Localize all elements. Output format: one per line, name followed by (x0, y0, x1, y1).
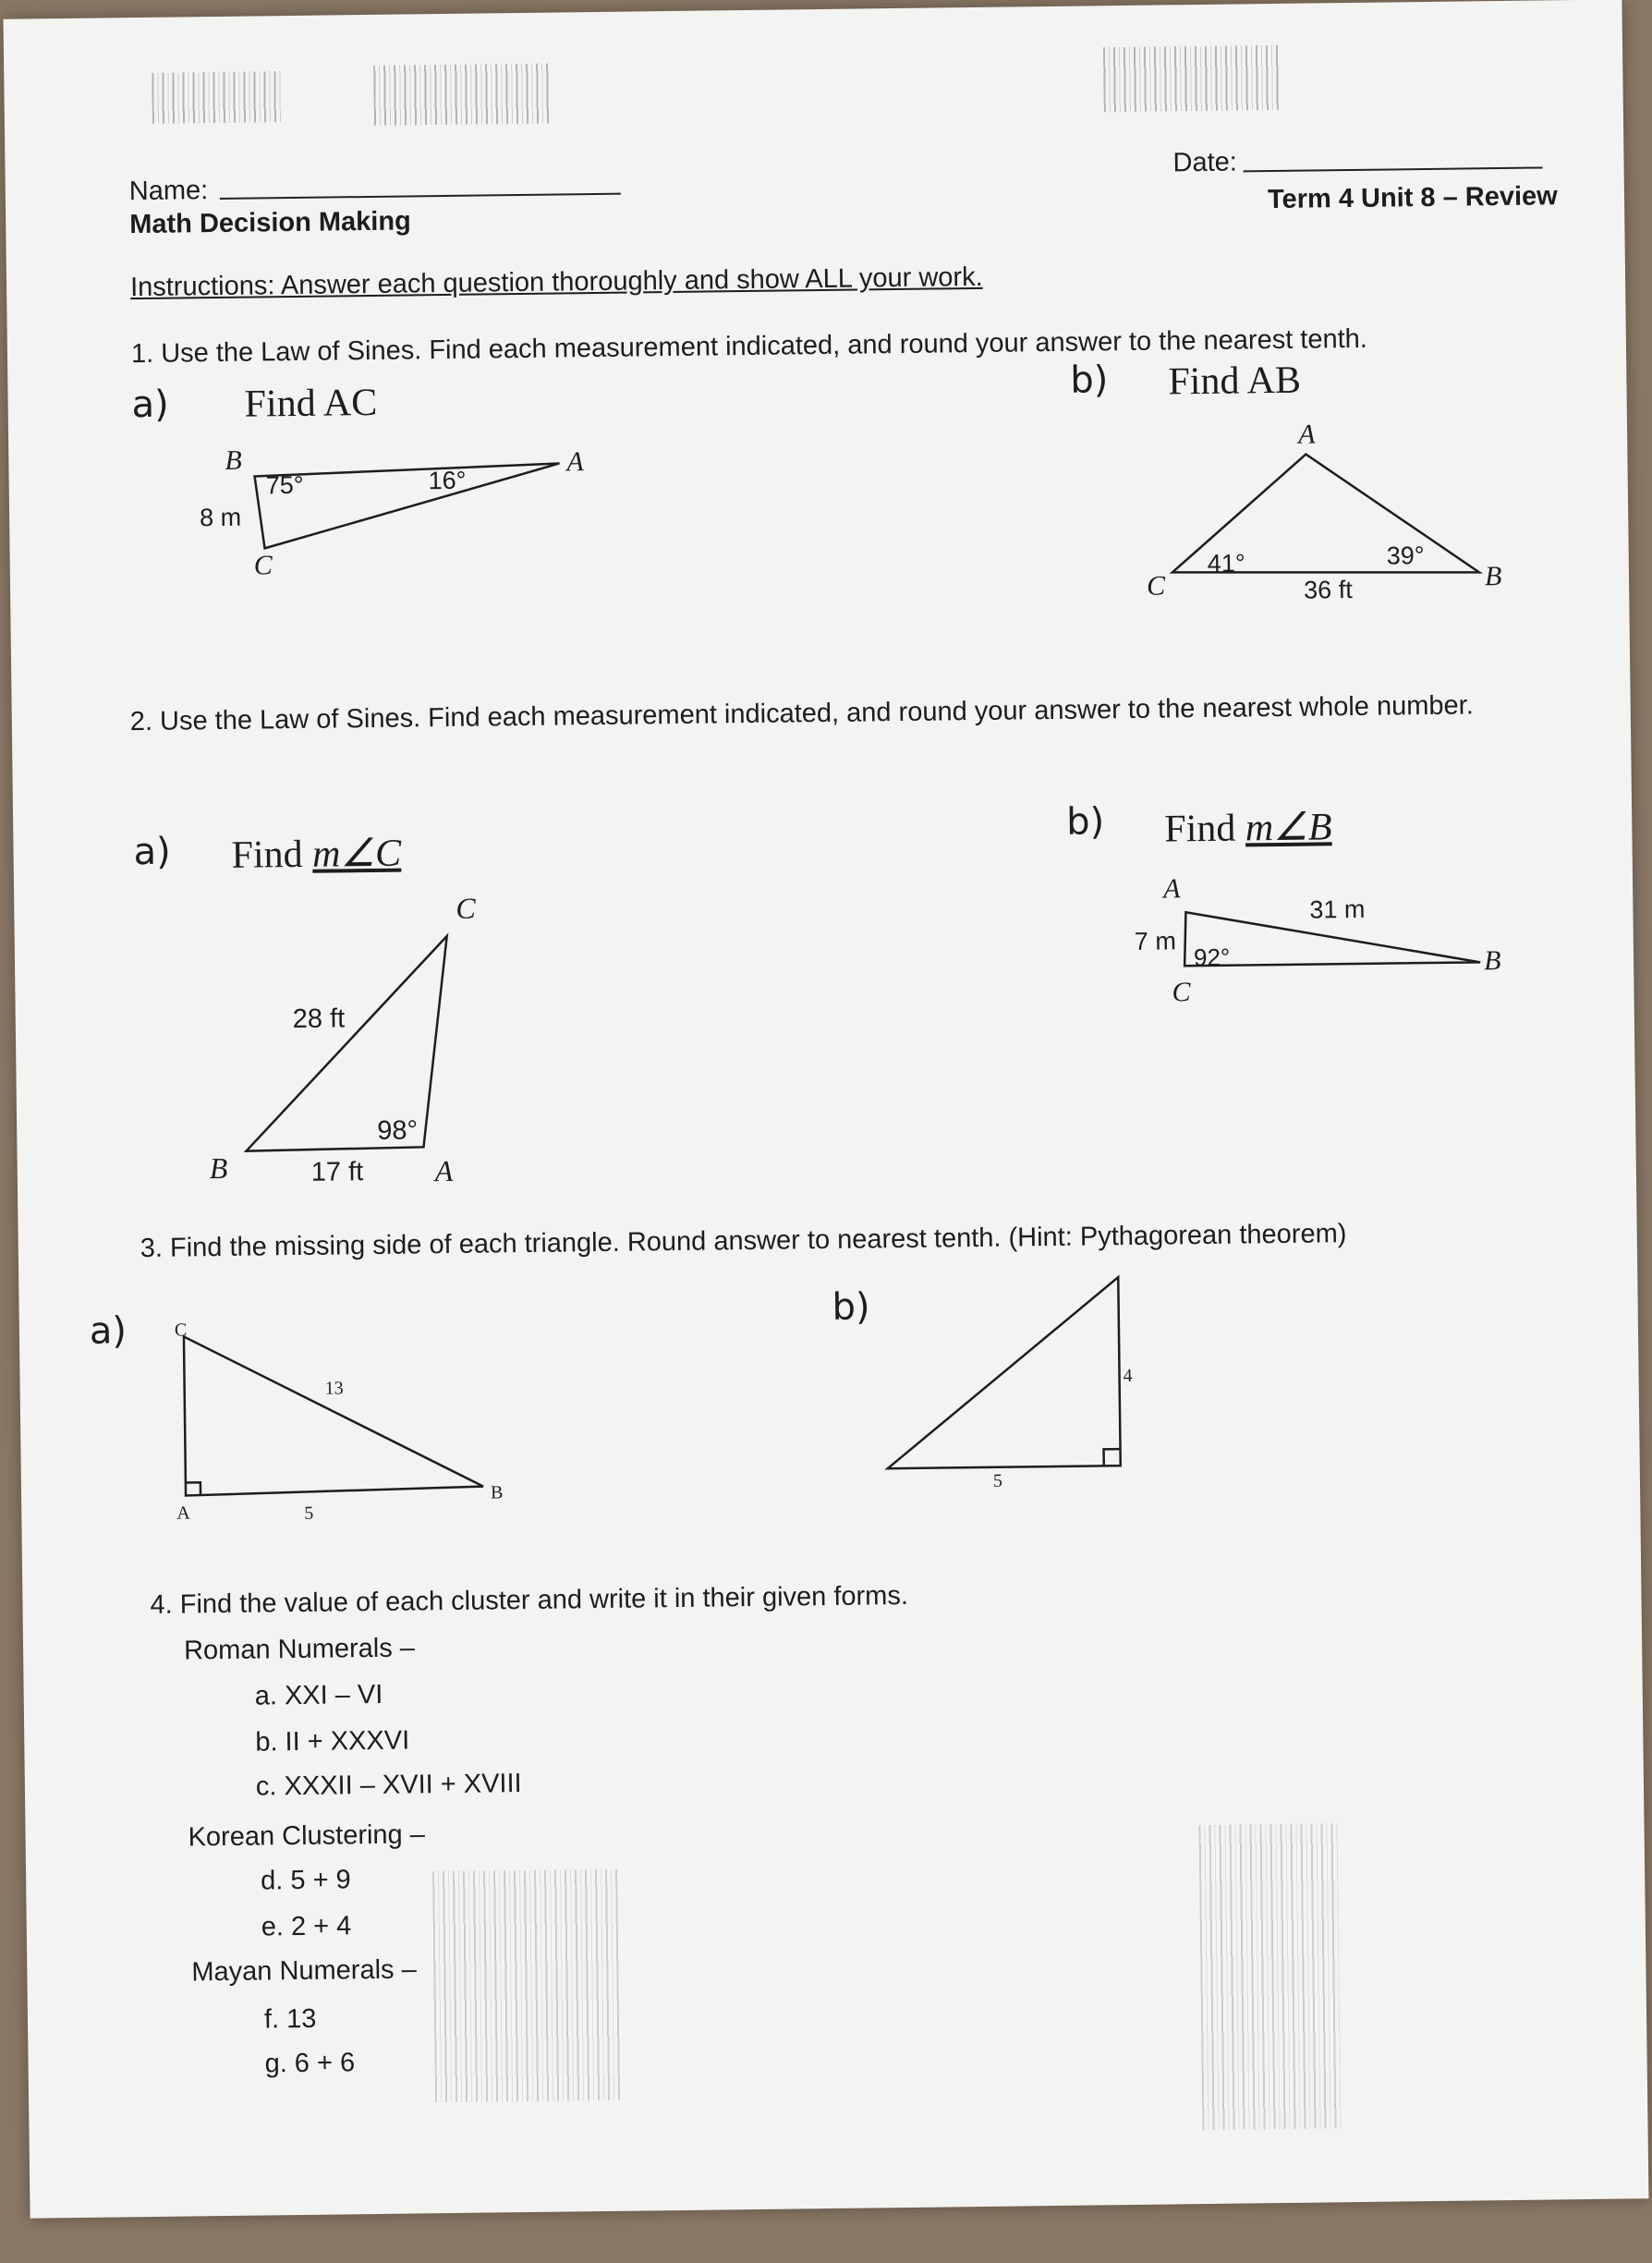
mayan-item: f. 13 (263, 2003, 317, 2035)
q3a-vertex-a: A (176, 1503, 190, 1524)
name-line[interactable] (220, 193, 621, 200)
q2b-title (1164, 803, 1332, 851)
q3a-vertex-c: C (174, 1320, 188, 1341)
scan-artifact (373, 64, 550, 126)
unit-title: Term 4 Unit 8 – Review (1267, 181, 1558, 215)
q3a-vertex-b: B (490, 1482, 504, 1503)
date-label: Date: (1172, 147, 1238, 178)
q3b-triangle (885, 1277, 1120, 1468)
q2b-title-var: m∠B (1245, 806, 1332, 850)
q2a-triangle (244, 936, 450, 1151)
q1a-angle-a: 16° (428, 466, 467, 495)
q2a-title-var: m∠C (311, 832, 402, 876)
korean-item: e. 2 + 4 (261, 1911, 352, 1942)
q2b-vertex-c: C (1172, 977, 1191, 1008)
q2b-angle-c: 92° (1193, 943, 1231, 972)
name-label: Name: (128, 176, 209, 207)
q3b-side: 4 (1123, 1365, 1133, 1387)
scan-artifact (152, 71, 282, 124)
q1b-angle-c: 41° (1207, 549, 1245, 578)
q1a-side-bc: 8 m (199, 503, 242, 532)
q2a-vertex-a: A (434, 1153, 454, 1188)
q1a-angle-b: 75° (265, 470, 304, 500)
q1b-vertex-a: A (1297, 419, 1316, 450)
roman-item: b. II + XXXVI (255, 1725, 410, 1758)
q3b-marker: b) (832, 1285, 870, 1329)
q1a-vertex-a: A (566, 446, 584, 478)
q2-prompt: 2. Use the Law of Sines. Find each measurement indicated, and round your answer to the nearest whole number. (129, 690, 1474, 737)
q3a-marker: a) (89, 1309, 128, 1353)
q2b-vertex-b: B (1483, 945, 1501, 977)
instructions: Instructions: Answer each question thoroughly and show ALL your work. (129, 262, 983, 303)
q2a-vertex-c: C (456, 891, 476, 925)
roman-heading: Roman Numerals – (183, 1633, 416, 1666)
korean-item: d. 5 + 9 (260, 1865, 351, 1896)
q3a-base: 5 (304, 1503, 314, 1524)
q3a-right-angle (186, 1482, 200, 1495)
q1b-vertex-c: C (1146, 570, 1166, 602)
q1a-vertex-c: C (253, 550, 273, 581)
q3b-base: 5 (992, 1470, 1003, 1491)
q3-prompt: 3. Find the missing side of each triangle. Round answer to nearest tenth. (Hint: Pythagorean theorem) (140, 1219, 1347, 1264)
date-line[interactable] (1244, 166, 1543, 172)
q1a-title: Find AC (244, 381, 378, 426)
q2a-marker: a) (133, 830, 171, 874)
roman-item: a. XXI – VI (254, 1679, 383, 1711)
scan-artifact (1198, 1823, 1341, 2130)
q1a-marker: a) (131, 383, 170, 427)
scan-artifact (1103, 45, 1280, 112)
q2b-vertex-a: A (1162, 873, 1181, 905)
q2a-angle-a: 98° (377, 1115, 419, 1146)
korean-heading: Korean Clustering – (188, 1819, 426, 1853)
q3a-hyp: 13 (324, 1378, 344, 1399)
q2a-side-ba: 17 ft (310, 1157, 364, 1187)
q3a-triangle (184, 1333, 483, 1496)
q1a-vertex-b: B (225, 444, 242, 476)
mayan-item: g. 6 + 6 (264, 2048, 356, 2079)
q4-prompt: 4. Find the value of each cluster and write it in their given forms. (150, 1580, 909, 1620)
course-title: Math Decision Making (129, 206, 411, 240)
roman-item: c. XXXII – XVII + XVIII (255, 1769, 522, 1802)
q1b-vertex-b: B (1484, 561, 1502, 592)
q2a-title-prefix: Find (231, 833, 313, 877)
q1b-angle-b: 39° (1386, 541, 1425, 570)
q2a-title (231, 830, 401, 878)
q1b-side-cb: 36 ft (1303, 575, 1353, 604)
q2b-title-prefix: Find (1164, 807, 1246, 851)
q2a-side-bc: 28 ft (292, 1004, 346, 1035)
worksheet-page (4, 0, 1649, 2219)
q2b-side-ac: 7 m (1134, 927, 1177, 955)
q2b-side-ab: 31 m (1309, 894, 1366, 924)
q2b-marker: b) (1065, 800, 1105, 844)
scan-artifact (432, 1869, 620, 2102)
q1-prompt: 1. Use the Law of Sines. Find each measurement indicated, and round your answer to the nearest tenth. (130, 323, 1368, 370)
q2a-vertex-b: B (209, 1150, 228, 1186)
q3b-right-angle (1104, 1449, 1121, 1466)
q1b-title: Find AB (1168, 359, 1302, 404)
mayan-heading: Mayan Numerals – (191, 1954, 417, 1988)
q1b-marker: b) (1070, 359, 1109, 402)
